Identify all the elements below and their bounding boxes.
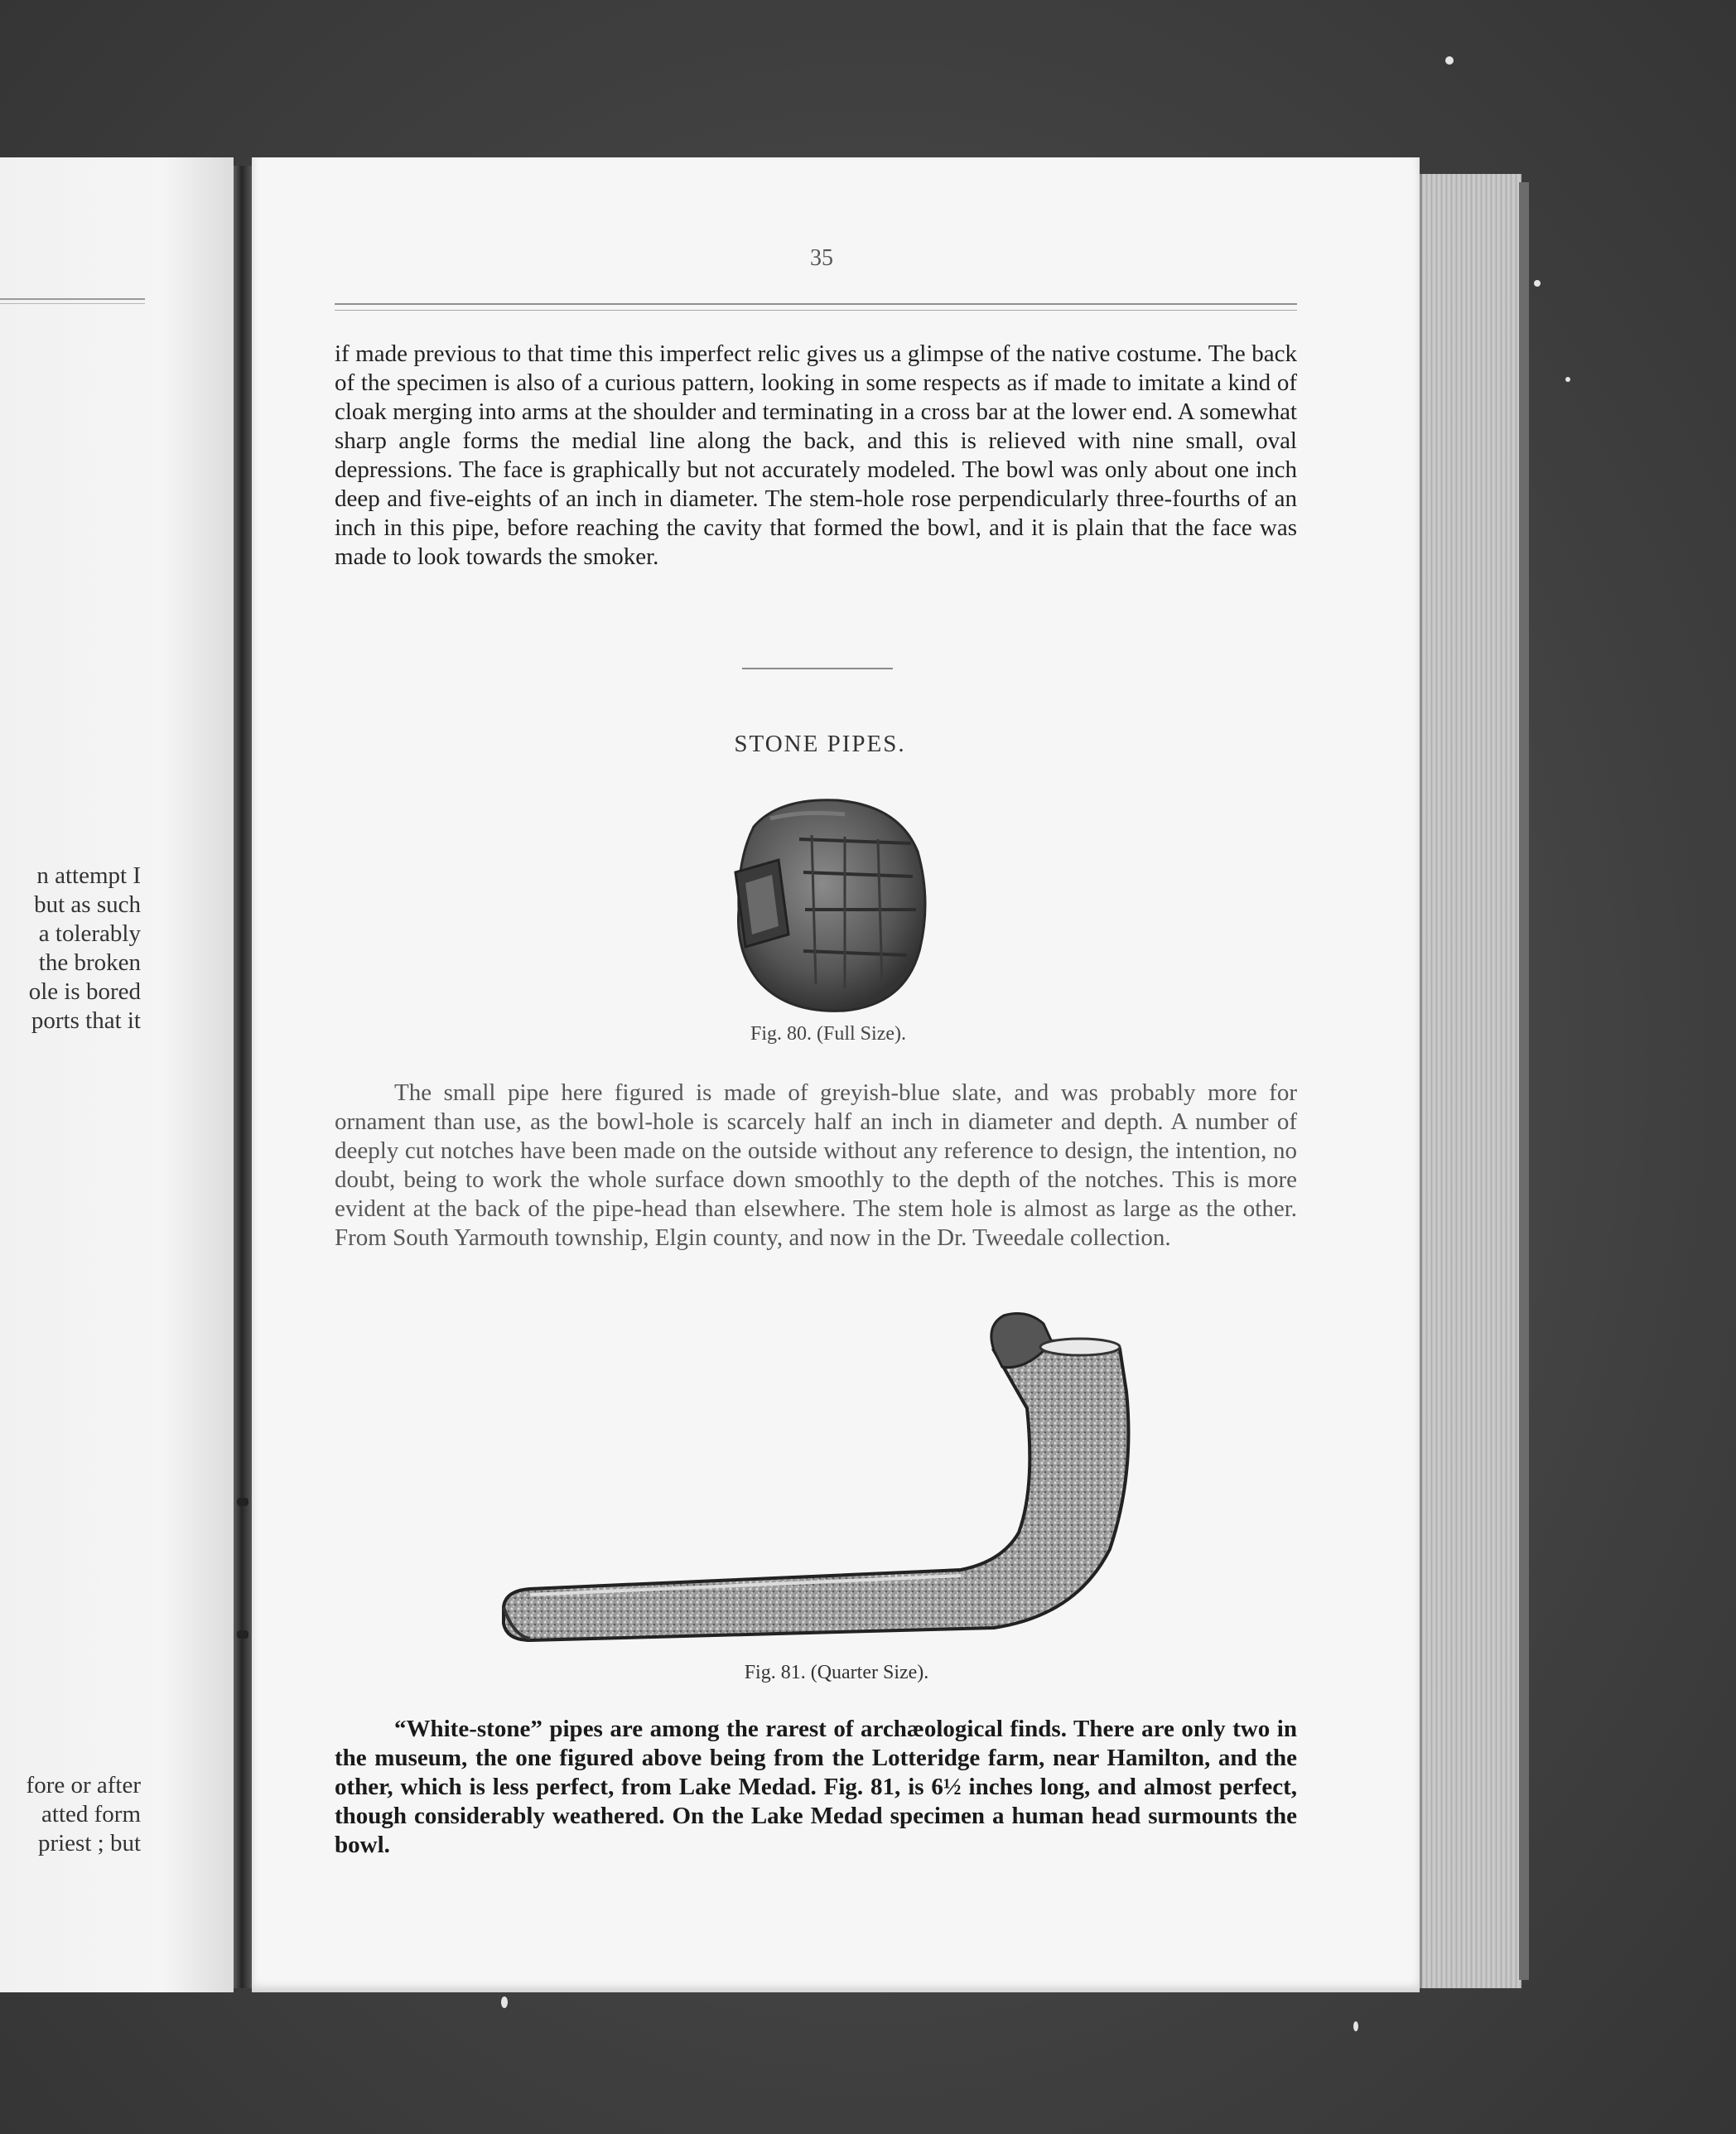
figure-80-stone-pipe: [721, 794, 936, 1017]
book-gutter: [234, 166, 252, 1988]
left-page-line: ole is bored: [28, 978, 141, 1005]
header-rule: [335, 303, 1297, 305]
scan-speck: [501, 1996, 508, 2008]
binding-stitch: [237, 1498, 248, 1506]
scan-speck: [1353, 2021, 1358, 2031]
left-page-line: fore or after: [26, 1772, 141, 1798]
left-page-line: but as such: [34, 891, 141, 918]
scan-speck: [1565, 377, 1570, 382]
paragraph-figure-description: if made previous to that time this imperfect relic gives us a glimpse of the native costume. The back of the specimen is also of a curious pattern, looking in some respects as if made to imitate a kind of cloak merging into arms at the shoulder and terminating in a cross bar at the lower end. A somewhat sharp angle forms the medial line along the back, and this is relieved with nine small, oval depressions. The face is graphically but not accurately modeled. The bowl was only about one inch deep and five-eights of an inch in diameter. The stem-hole rose perpendicularly three-fourths of an inch in this pipe, before reaching the cavity that formed the bowl, and it is plain that the face was made to look towards the smoker.: [335, 340, 1297, 570]
binding-stitch: [237, 1630, 248, 1639]
left-page-line: priest ; but: [37, 1830, 141, 1856]
left-page-line: atted form: [41, 1801, 141, 1827]
paragraph-small-pipe-text: The small pipe here figured is made of greyish-blue slate, and was probably more for ornament than use, as the bowl-hole is scarcely half an inch in diameter and depth. A number of deeply cut notches have been made on the outside without any reference to design, the intention, no doubt, being to work the whole surface down smoothly to the depth of the notches. This is more evident at the back of the pipe-head than elsewhere. The stem hole is almost as large as the other. From South Yarmouth township, Elgin county, and now in the Dr. Tweedale collection.: [335, 1079, 1297, 1251]
left-page-line: n attempt I: [36, 862, 141, 889]
paragraph-white-stone-pipes: [335, 1715, 1297, 1860]
left-page-line: a tolerably: [38, 920, 141, 947]
left-page: [0, 157, 234, 1992]
page-number: 35: [810, 245, 833, 271]
page-block-shadow: [1519, 182, 1529, 1980]
left-page-line: the broken: [38, 949, 141, 976]
section-title: STONE PIPES.: [734, 731, 906, 757]
left-page-header-rule: [0, 298, 145, 300]
figure-81-caption: Fig. 81. (Quarter Size).: [744, 1662, 929, 1683]
scan-speck: [1445, 56, 1454, 65]
left-page-header-rule-2: [0, 303, 145, 304]
paragraph-white-stone-pipes-text: “White-stone” pipes are among the rarest of archæological finds. There are only two in the museum, the one figured above being from the Lotteridge farm, near Hamilton, and the other, which is less perfect, from Lake Medad. Fig. 81, is 6½ inches long, and almost perfect, though considerably weathered. On the Lake Medad specimen a human head surmounts the bowl.: [335, 1716, 1297, 1858]
page-block-edge: [1420, 174, 1521, 1988]
scan-speck: [1534, 280, 1541, 287]
header-rule-thin: [335, 310, 1297, 311]
paragraph-small-pipe: [335, 1079, 1297, 1253]
left-page-line: ports that it: [31, 1007, 141, 1034]
figure-81-white-stone-pipe: [497, 1309, 1168, 1657]
figure-80-caption: Fig. 80. (Full Size).: [750, 1023, 906, 1045]
section-divider: [742, 668, 893, 669]
